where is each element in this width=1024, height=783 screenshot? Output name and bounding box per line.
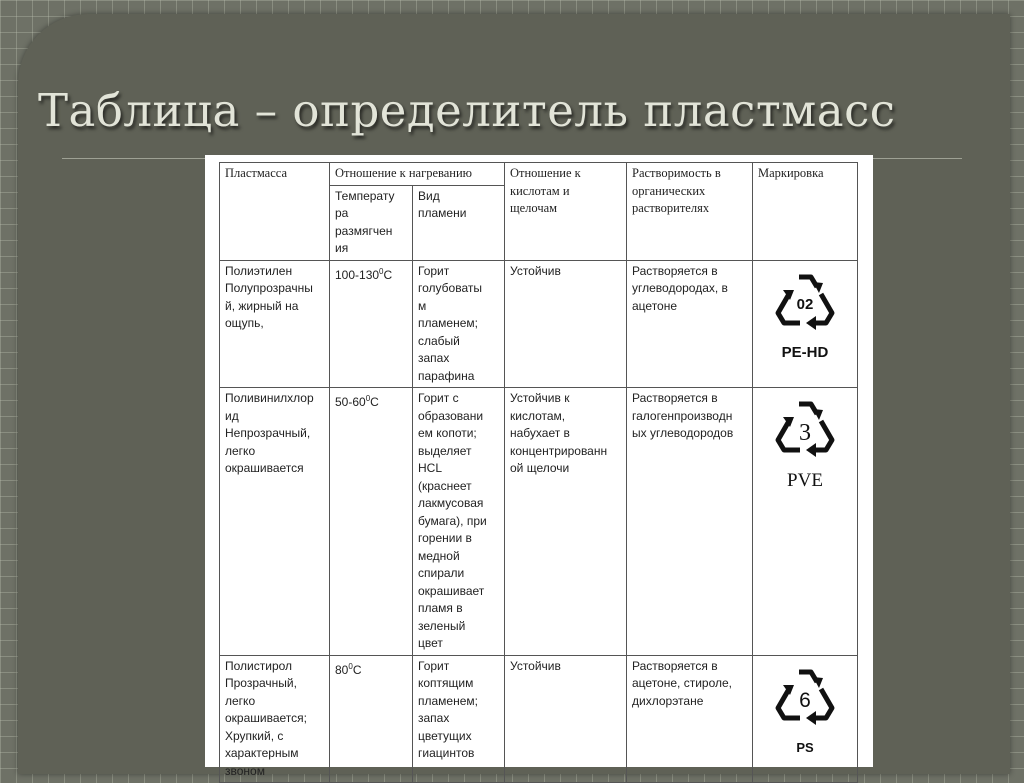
recycle-triangle-icon — [770, 664, 840, 734]
header-solubility: Растворимость в органических растворителях — [627, 163, 753, 261]
plastics-table — [219, 162, 858, 783]
cell-solubility: Растворяется в углеводородах, в ацетоне — [627, 260, 753, 388]
cell-marking — [753, 388, 858, 656]
slide-title: Таблица – определитель пластмасс — [38, 84, 896, 137]
table-sheet — [205, 155, 873, 778]
cell-acids: Устойчив — [505, 655, 627, 783]
temp-value: 100-130 — [335, 267, 380, 282]
temp-unit: С — [352, 662, 362, 677]
recycle-number: 6 — [799, 688, 811, 712]
recycle-number: 3 — [799, 420, 811, 446]
table-row — [220, 655, 858, 783]
header-acids: Отношение к кислотам и щелочам — [505, 163, 627, 261]
cell-flame: Горит голубоваты м пламенем; слабый запах парафина — [413, 260, 505, 388]
cell-marking — [753, 260, 858, 388]
marking-code: PE-HD — [781, 344, 829, 361]
temp-degree: 0 — [365, 394, 371, 403]
temp-unit: С — [383, 267, 393, 282]
recycle-number: 02 — [796, 295, 814, 313]
cell-temp — [330, 655, 413, 783]
temp-degree: 0 — [379, 266, 384, 276]
cell-marking — [753, 655, 858, 783]
temp-value: 50-60 — [335, 395, 366, 409]
marking-code: PVE — [787, 469, 823, 491]
temp-degree: 0 — [348, 661, 353, 671]
cell-acids: Устойчив — [505, 260, 627, 388]
table-row — [220, 260, 858, 388]
header-softening-temp: Температу ра размягчен ия — [330, 185, 413, 260]
cell-plastic: Полистирол Прозрачный, легко окрашивается; Хрупкий, с характерным звоном — [220, 655, 330, 783]
marking-code: PS — [796, 740, 814, 755]
recycle-triangle-icon — [770, 269, 840, 339]
cell-solubility: Растворяется в галогенпроизводн ых углеводородов — [627, 388, 753, 656]
header-plastic: Пластмасса — [220, 163, 330, 261]
table-header-row — [220, 163, 858, 186]
cell-temp — [330, 260, 413, 388]
cell-solubility: Растворяется в ацетоне, стироле, дихлорэтане — [627, 655, 753, 783]
cell-flame: Горит с образовани ем копоти; выделяет HCL (краснеет лакмусовая бумага), при горении в медной спирали окрашивает пламя в зеленый цвет — [413, 388, 505, 656]
header-heating: Отношение к нагреванию — [330, 163, 505, 186]
recycle-triangle-icon — [770, 396, 840, 466]
cell-plastic: Полиэтилен Полупрозрачны й, жирный на ощупь, — [220, 260, 330, 388]
cell-plastic: Поливинилхлор ид Непрозрачный, легко окрашивается — [220, 388, 330, 656]
temp-value: 80 — [335, 662, 349, 677]
table-row — [220, 388, 858, 656]
header-flame: Вид пламени — [413, 185, 505, 260]
header-marking: Маркировка — [753, 163, 858, 261]
cell-flame: Горит коптящим пламенем; запах цветущих гиацинтов — [413, 655, 505, 783]
cell-temp — [330, 388, 413, 656]
cell-acids: Устойчив к кислотам, набухает в концентрированн ой щелочи — [505, 388, 627, 656]
temp-unit: С — [370, 395, 379, 409]
